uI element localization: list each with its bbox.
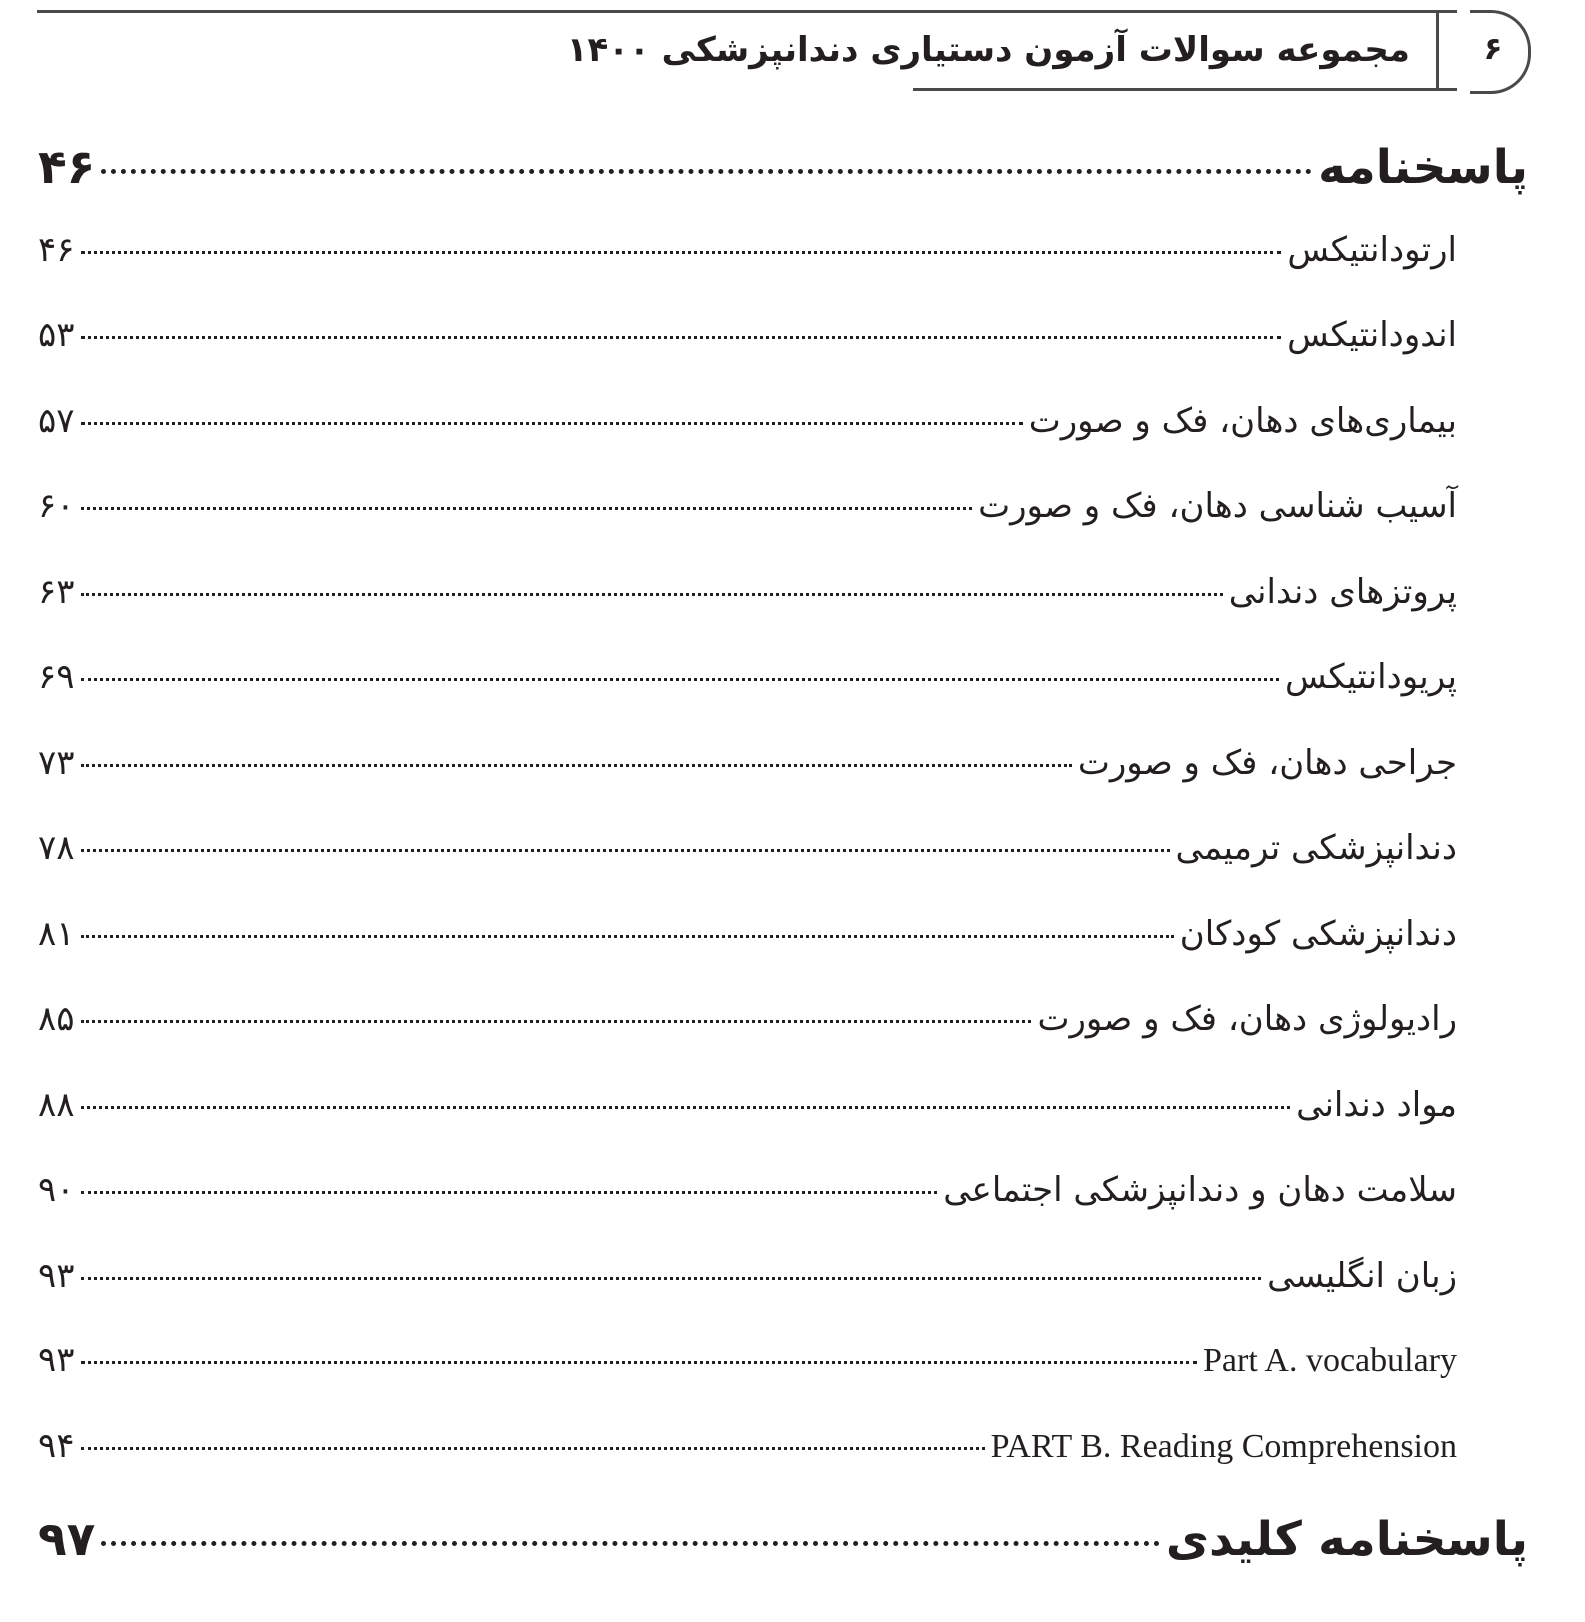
toc-entry-page: ۸۸: [38, 1085, 75, 1125]
dot-leader: [81, 1191, 938, 1194]
toc-entry[interactable]: [38, 657, 1457, 697]
toc-section-answer-sheet[interactable]: [38, 140, 1528, 195]
toc-entry-page: ۵۳: [38, 315, 75, 355]
toc-entry-title: مواد دندانی: [1296, 1085, 1457, 1125]
toc-entry-page: ۴۶: [38, 230, 75, 270]
toc-entry[interactable]: [38, 1085, 1457, 1125]
dot-leader: [81, 764, 1072, 767]
toc-entry-page: ۹۴: [38, 1426, 75, 1466]
dot-leader: [81, 507, 973, 510]
dot-leader: [101, 1541, 1160, 1546]
toc-entry-page: ۶۰: [38, 486, 75, 526]
toc-entry-title: آسیب شناسی دهان، فک و صورت: [978, 486, 1457, 526]
dot-leader: [81, 251, 1282, 254]
toc-section-title: پاسخنامه کلیدی: [1165, 1512, 1528, 1567]
dot-leader: [81, 678, 1280, 681]
dot-leader: [81, 336, 1282, 339]
toc-entry[interactable]: [38, 1256, 1457, 1296]
dot-leader: [81, 935, 1174, 938]
toc-section-key-answer-sheet[interactable]: [38, 1512, 1528, 1567]
toc-entry[interactable]: [38, 1426, 1457, 1466]
toc-entry-page: ۹۳: [38, 1256, 75, 1296]
toc-entry[interactable]: [38, 401, 1457, 441]
toc-entry-title: جراحی دهان، فک و صورت: [1077, 743, 1457, 783]
toc-entry-title: زبان انگلیسی: [1267, 1256, 1457, 1296]
page-number: ۶: [1483, 31, 1503, 67]
toc-entry-page: ۷۳: [38, 743, 75, 783]
toc-entry-title: بیماری‌های دهان، فک و صورت: [1028, 401, 1457, 441]
book-title: مجموعه سوالات آزمون دستیاری دندانپزشکی ۱۴۰۰: [566, 30, 1410, 70]
toc-entry-title: Part A. vocabulary: [1203, 1342, 1457, 1379]
toc-entry-page: ۷۸: [38, 828, 75, 868]
dot-leader: [81, 1277, 1262, 1280]
toc-entry-page: ۸۵: [38, 999, 75, 1039]
dot-leader: [81, 1447, 985, 1450]
toc-entry-title: PART B. Reading Comprehension: [990, 1428, 1457, 1465]
toc-entry-title: رادیولوژی دهان، فک و صورت: [1037, 999, 1457, 1039]
toc-section-title: پاسخنامه: [1318, 140, 1528, 195]
dot-leader: [81, 1361, 1197, 1364]
toc-entry-title: پروتزهای دندانی: [1228, 572, 1457, 612]
toc-entry[interactable]: [38, 230, 1457, 270]
toc-entry-title: پریودانتیکس: [1285, 657, 1457, 697]
toc-entry-page: ۸۱: [38, 914, 75, 954]
toc-entry-page: ۵۷: [38, 401, 75, 441]
toc-entry-page: ۹۳: [38, 1340, 75, 1380]
dot-leader: [81, 1106, 1291, 1109]
toc-entry-title: دندانپزشکی کودکان: [1179, 914, 1457, 954]
dot-leader: [81, 1020, 1032, 1023]
header-top-rule: [37, 10, 1457, 13]
toc-entry[interactable]: [38, 315, 1457, 355]
toc-entry[interactable]: [38, 743, 1457, 783]
toc-entry-page: ۶۳: [38, 572, 75, 612]
toc-entry[interactable]: [38, 828, 1457, 868]
toc-entry[interactable]: [38, 572, 1457, 612]
toc-entry-page: ۶۹: [38, 657, 75, 697]
toc-entry[interactable]: [38, 486, 1457, 526]
dot-leader: [101, 169, 1312, 174]
dot-leader: [81, 593, 1223, 596]
dot-leader: [81, 422, 1023, 425]
toc-entry[interactable]: [38, 999, 1457, 1039]
toc-entry-title: سلامت دهان و دندانپزشکی اجتماعی: [943, 1170, 1457, 1210]
toc-entry[interactable]: [38, 1170, 1457, 1210]
header-separator: [1436, 13, 1439, 88]
header-bottom-rule: [913, 88, 1457, 91]
dot-leader: [81, 849, 1170, 852]
toc-entry-title: ارتودانتیکس: [1287, 230, 1457, 270]
toc-entry[interactable]: [38, 914, 1457, 954]
toc-entry-page: ۹۰: [38, 1170, 75, 1210]
toc-entry-title: اندودانتیکس: [1287, 315, 1457, 355]
toc-entry-title: دندانپزشکی ترمیمی: [1175, 828, 1457, 868]
toc-entry[interactable]: [38, 1340, 1457, 1380]
toc-section-page: ۴۶: [38, 140, 96, 195]
toc-section-page: ۹۷: [38, 1512, 96, 1567]
